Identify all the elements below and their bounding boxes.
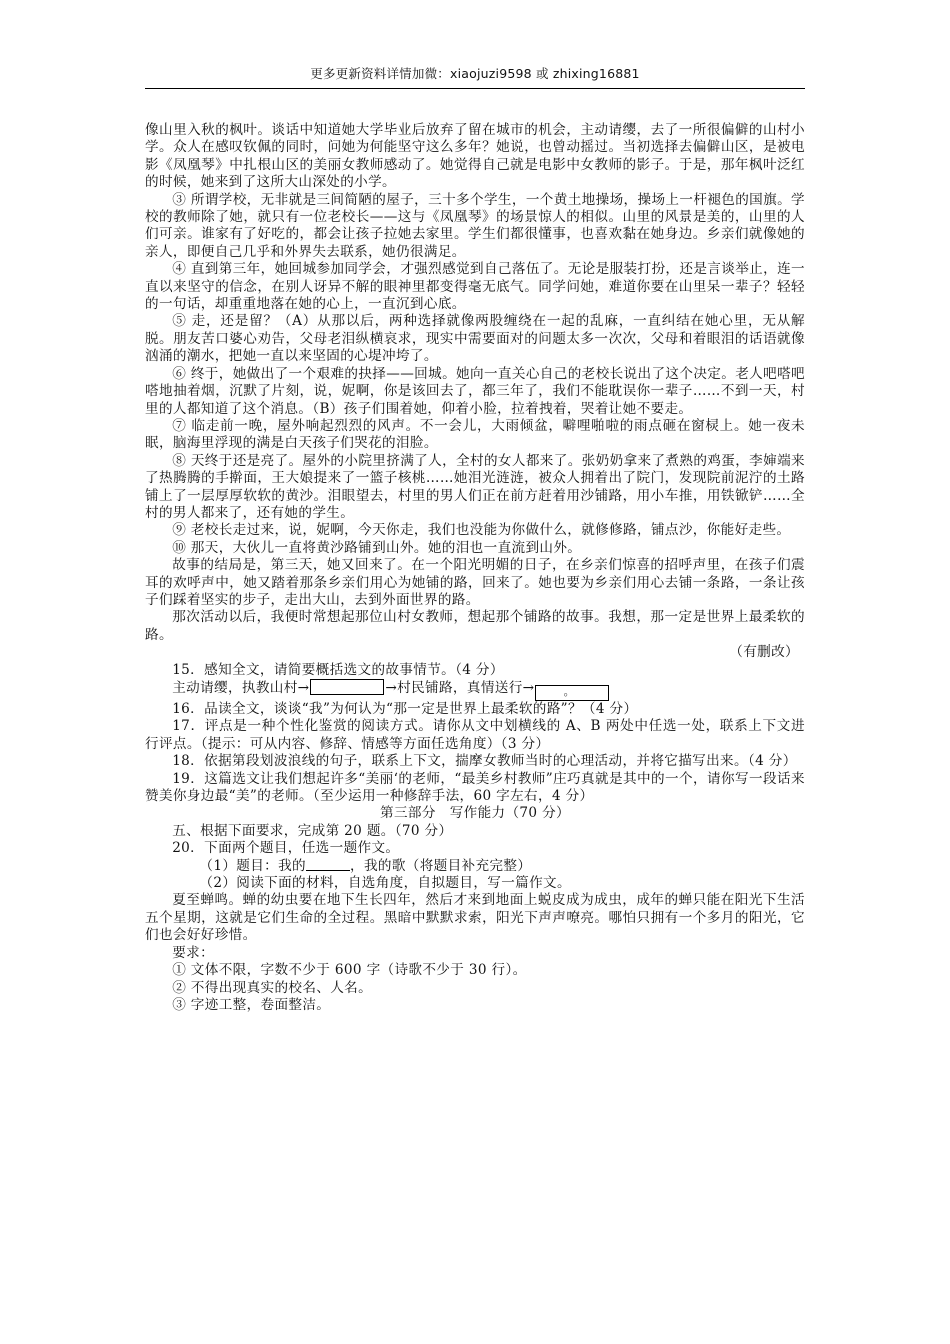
document-body [145, 122, 805, 1014]
source-note: （有删改） [729, 644, 799, 661]
question-16: 16．品读全文，谈谈“我”为何认为“那一定是世界上最柔软的路”？（4 分） [172, 701, 638, 717]
requirements-label: 要求： [172, 944, 215, 961]
story-paragraph: ⑦ 临走前一晚，屋外响起烈烈的风声。不一会儿，大雨倾盆，噼哩啪啦的雨点砸在窗棂上。她一夜未眠，脑海里浮现的满是白天孩子们哭花的泪脸。 [145, 417, 805, 452]
part-three-heading: 第三部分 写作能力（70 分） [380, 805, 570, 822]
question-20: 20．下面两个题目，任选一题作文。 [172, 840, 400, 857]
section-five: 五、根据下面要求，完成第 20 题。（70 分） [172, 822, 453, 839]
writing-material: 夏至蝉鸣。蝉的幼虫要在地下生长四年，然后才来到地面上蜕皮成为成虫，成年的蝉只能在阳光下生活五个星期，这就是它们生命的全过程。黑暗中默默求索，阳光下声声嘹亮。哪怕只拥有一个多月的阳光，它们也会好好珍惜。 [145, 892, 805, 944]
story-paragraph: ③ 所谓学校，无非就是三间简陋的屋子，三十多个学生，一个黄土地操场，操场上一杆褪色的国旗。学校的教师除了她，就只有一位老校长——这与《凤凰琴》的场景惊人的相似。山里的风景是美的，山里的人们可亲。谁家有了好吃的，都会让孩子拉她去家里。学生们都很懂事，也喜欢黏在她身边。乡亲们就像她的亲人，即便自己几乎和外界失去联系，她仍很满足。 [145, 191, 805, 260]
page-header: 更多更新资料详情加微：xiaojuzi9598 或 zhixing16881 [310, 66, 640, 81]
answer-box-2[interactable]: 。 [535, 685, 609, 701]
requirement-item: ① 文体不限，字数不少于 600 字（诗歌不少于 30 行）。 [172, 962, 527, 979]
option-one [145, 858, 805, 875]
story-paragraph: ⑤ 走，还是留？（A）从那以后，两种选择就像两股缠绕在一起的乱麻，一直纠结在她心里，无从解脱。朋友苦口婆心劝告，父母老泪纵横哀求，现实中需要面对的问题太多一次次，父母和着眼泪的话语就像汹涌的潮水，把她一直以来坚固的心堤冲垮了。 [145, 313, 805, 365]
header-divider [145, 88, 805, 89]
fill-text-start: 主动请缨，执教山村→ [172, 680, 310, 696]
question-15-fill [145, 679, 805, 701]
answer-box-1[interactable] [310, 679, 384, 695]
fill-text-middle: →村民铺路，真情送行→ [385, 680, 535, 696]
option-one-prefix: （1）题目：我的 [199, 857, 306, 874]
story-paragraph: ⑥ 终于，她做出了一个艰难的抉择——回城。她向一直关心自己的老校长说出了这个决定。老人吧嗒吧嗒地抽着烟，沉默了片刻，说，妮啊，你是该回去了，都三年了，我们不能耽误你一辈子……不到一天，村里的人都知道了这个消息。（B）孩子们围着她，仰着小脸，拉着拽着，哭着让她不要走。 [145, 365, 805, 417]
option-one-suffix: ，我的歌（将题目补充完整） [350, 857, 532, 874]
story-paragraph: 故事的结局是，第三天，她又回来了。在一个阳光明媚的日子，在乡亲们惊喜的招呼声里，在孩子们震耳的欢呼声中，她又踏着那条乡亲们用心为她铺的路，回来了。她也要为乡亲们用心去铺一条路，一条让孩子们踩着坚实的步子，走出大山，去到外面世界的路。 [145, 557, 805, 608]
story-paragraph: ⑨ 老校长走过来，说，妮啊，今天你走，我们也没能为你做什么，就修修路，铺点沙，你能好走些。 [172, 522, 791, 539]
story-paragraph: ④ 直到第三年，她回城参加同学会，才强烈感觉到自己落伍了。无论是服装打扮，还是言谈举止，连一直以来坚守的信念，在别人讶异不解的眼神里都变得毫无底气。同学问她，难道你要在山里呆一辈子？轻轻的一句话，却重重地落在她的心上，一直沉到心底。 [145, 261, 805, 313]
option-two: （2）阅读下面的材料，自选角度，自拟题目，写一篇作文。 [199, 875, 571, 892]
question-15: 15．感知全文，请简要概括选文的故事情节。（4 分） [172, 661, 504, 678]
title-blank[interactable] [306, 858, 350, 871]
question-19: 19．这篇选文让我们想起许多“美丽‘的老师，“最美乡村教师”庄巧真就是其中的一个，请你写一段话来赞美你身边最“美”的老师。（至少运用一种修辞手法，60 字左右，4 分） [145, 770, 805, 805]
question-18: 18．依据第段划波浪线的句子，联系上下文，揣摩女教师当时的心理活动，并将它描写出来。（4 分） [172, 753, 797, 770]
story-paragraph: ⑩ 那天，大伙儿一直将黄沙路铺到山外。她的泪也一直流到山外。 [172, 539, 582, 556]
question-17: 17．评点是一种个性化鉴赏的阅读方式。请你从文中划横线的 A、B 两处中任选一处，联系上下文进行评点。（提示：可从内容、修辞、情感等方面任选角度）（3 分） [145, 718, 805, 752]
story-paragraph: 像山里入秋的枫叶。谈话中知道她大学毕业后放弃了留在城市的机会，主动请缨，去了一所很偏僻的山村小学。众人在感叹钦佩的同时，问她为何能坚守这么多年？她说，也曾动摇过。当初选择去偏僻山区，是被电影《凤凰琴》中扎根山区的美丽女教师感动了。她觉得自己就是电影中女教师的影子。于是，那年枫叶泛红的时候，她来到了这所大山深处的小学。 [145, 122, 805, 191]
story-paragraph: ⑧ 天终于还是亮了。屋外的小院里挤满了人，全村的女人都来了。张奶奶拿来了煮熟的鸡蛋，李婶端来了热腾腾的手擀面，王大娘提来了一篮子核桃……她泪光涟涟，被众人拥着出了院门，发现院前泥泞的土路铺上了一层厚厚软软的黄沙。泪眼望去，村里的男人们正在前方赶着用沙铺路，用小车推，用铁锨铲……全村的男人都来了，还有她的学生。 [145, 452, 805, 521]
requirement-item: ② 不得出现真实的校名、人名。 [172, 979, 373, 996]
story-paragraph: 那次活动以后，我便时常想起那位山村女教师，想起那个铺路的故事。我想，那一定是世界上最柔软的路。 [145, 609, 805, 643]
requirement-item: ③ 字迹工整，卷面整洁。 [172, 996, 331, 1013]
